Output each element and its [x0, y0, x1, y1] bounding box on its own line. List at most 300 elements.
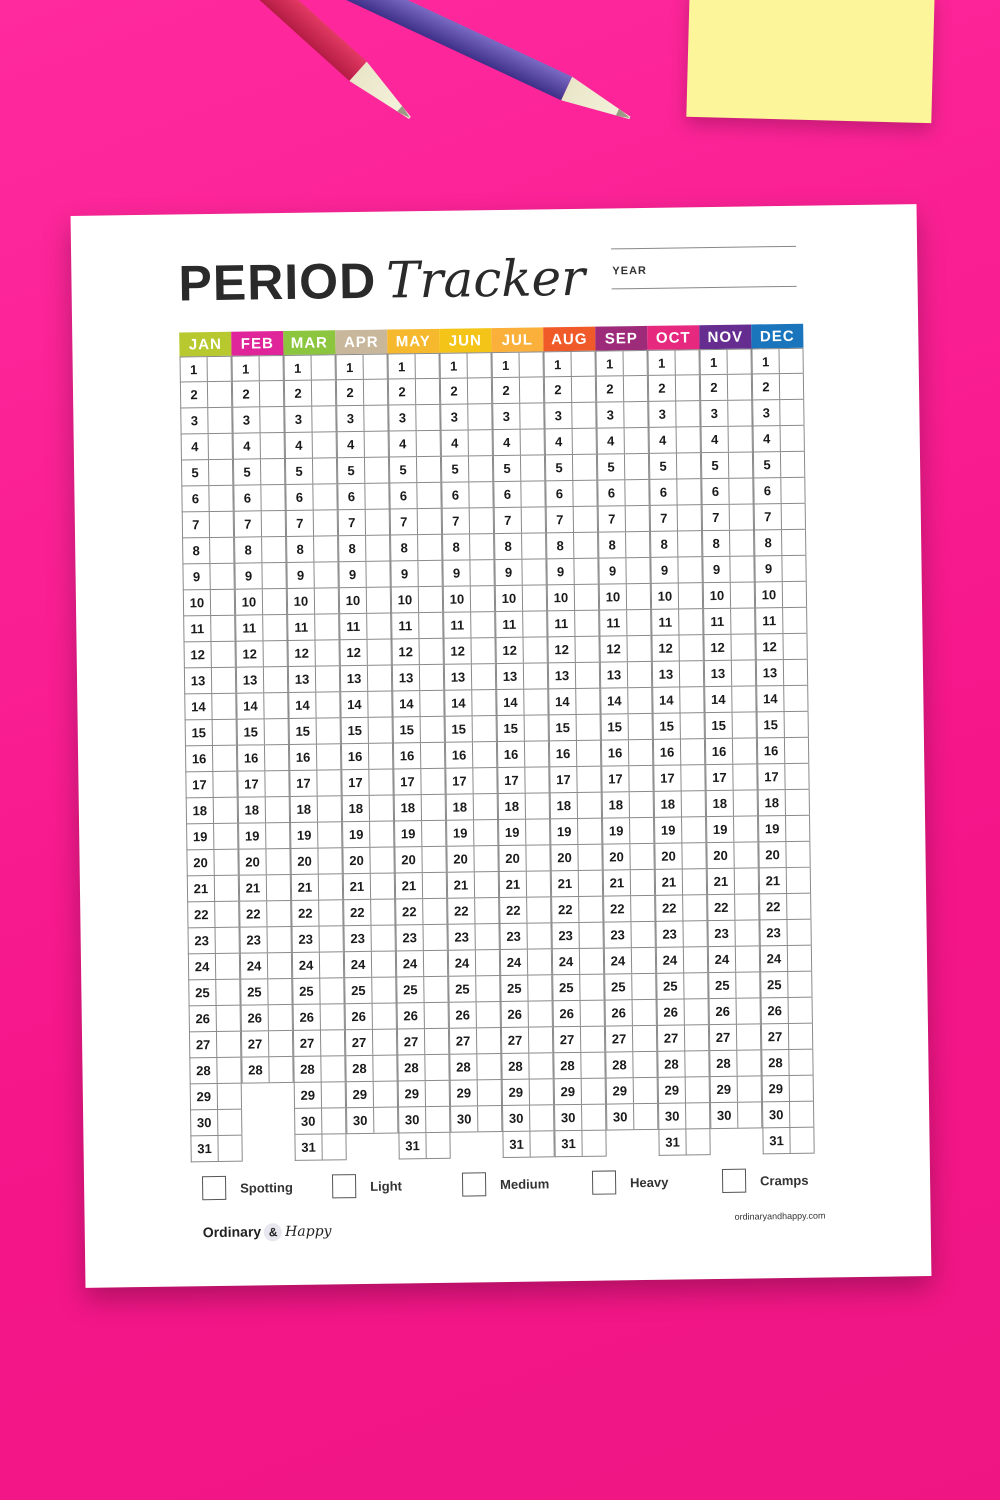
- day-mark-box[interactable]: [417, 483, 441, 508]
- day-mark-box[interactable]: [529, 1001, 553, 1026]
- day-mark-box[interactable]: [425, 1003, 449, 1028]
- day-mark-box[interactable]: [268, 979, 292, 1004]
- day-mark-box[interactable]: [727, 349, 751, 373]
- day-mark-box[interactable]: [684, 947, 708, 972]
- day-mark-box[interactable]: [371, 899, 395, 924]
- day-mark-box[interactable]: [209, 460, 233, 485]
- day-mark-box[interactable]: [523, 637, 547, 662]
- day-mark-box[interactable]: [207, 357, 231, 381]
- day-mark-box[interactable]: [734, 842, 758, 867]
- day-mark-box[interactable]: [623, 351, 647, 375]
- day-mark-box[interactable]: [262, 511, 286, 536]
- day-mark-box[interactable]: [369, 770, 393, 795]
- day-mark-box[interactable]: [421, 717, 445, 742]
- day-mark-box[interactable]: [265, 771, 289, 796]
- day-mark-box[interactable]: [629, 740, 653, 765]
- day-mark-box[interactable]: [269, 1031, 293, 1056]
- day-mark-box[interactable]: [630, 844, 654, 869]
- day-mark-box[interactable]: [574, 533, 598, 558]
- day-mark-box[interactable]: [209, 486, 233, 511]
- day-mark-box[interactable]: [265, 745, 289, 770]
- day-mark-box[interactable]: [317, 770, 341, 795]
- day-mark-box[interactable]: [632, 1000, 656, 1025]
- day-mark-box[interactable]: [312, 380, 336, 405]
- day-mark-box[interactable]: [521, 455, 545, 480]
- day-mark-box[interactable]: [728, 374, 752, 399]
- day-mark-box[interactable]: [676, 375, 700, 400]
- day-mark-box[interactable]: [424, 977, 448, 1002]
- day-mark-box[interactable]: [469, 456, 493, 481]
- day-mark-box[interactable]: [477, 1054, 501, 1079]
- year-field-line[interactable]: [612, 286, 797, 290]
- legend-checkbox[interactable]: [722, 1169, 746, 1193]
- day-mark-box[interactable]: [260, 381, 284, 406]
- day-mark-box[interactable]: [625, 454, 649, 479]
- day-mark-box[interactable]: [790, 1128, 814, 1153]
- day-mark-box[interactable]: [522, 507, 546, 532]
- day-mark-box[interactable]: [311, 355, 335, 379]
- day-mark-box[interactable]: [630, 792, 654, 817]
- day-mark-box[interactable]: [634, 1104, 658, 1129]
- day-mark-box[interactable]: [320, 978, 344, 1003]
- day-mark-box[interactable]: [214, 850, 238, 875]
- day-mark-box[interactable]: [472, 664, 496, 689]
- day-mark-box[interactable]: [631, 896, 655, 921]
- day-mark-box[interactable]: [626, 506, 650, 531]
- day-mark-box[interactable]: [788, 946, 812, 971]
- day-mark-box[interactable]: [372, 977, 396, 1002]
- day-mark-box[interactable]: [527, 871, 551, 896]
- day-mark-box[interactable]: [418, 509, 442, 534]
- day-mark-box[interactable]: [527, 923, 551, 948]
- day-mark-box[interactable]: [476, 976, 500, 1001]
- day-mark-box[interactable]: [677, 479, 701, 504]
- day-mark-box[interactable]: [582, 1131, 606, 1156]
- day-mark-box[interactable]: [779, 349, 803, 373]
- day-mark-box[interactable]: [211, 642, 235, 667]
- day-mark-box[interactable]: [468, 378, 492, 403]
- day-mark-box[interactable]: [425, 1055, 449, 1080]
- day-mark-box[interactable]: [782, 530, 806, 555]
- day-mark-box[interactable]: [366, 562, 390, 587]
- day-mark-box[interactable]: [578, 845, 602, 870]
- day-mark-box[interactable]: [371, 873, 395, 898]
- day-mark-box[interactable]: [577, 767, 601, 792]
- day-mark-box[interactable]: [268, 953, 292, 978]
- day-mark-box[interactable]: [314, 562, 338, 587]
- day-mark-box[interactable]: [528, 949, 552, 974]
- day-mark-box[interactable]: [790, 1076, 814, 1101]
- day-mark-box[interactable]: [263, 589, 287, 614]
- day-mark-box[interactable]: [529, 1053, 553, 1078]
- day-mark-box[interactable]: [422, 795, 446, 820]
- day-mark-box[interactable]: [523, 585, 547, 610]
- day-mark-box[interactable]: [780, 400, 804, 425]
- day-mark-box[interactable]: [214, 824, 238, 849]
- day-mark-box[interactable]: [266, 849, 290, 874]
- day-mark-box[interactable]: [426, 1133, 450, 1158]
- day-mark-box[interactable]: [313, 458, 337, 483]
- day-mark-box[interactable]: [580, 975, 604, 1000]
- day-mark-box[interactable]: [262, 537, 286, 562]
- day-mark-box[interactable]: [576, 663, 600, 688]
- day-mark-box[interactable]: [783, 634, 807, 659]
- day-mark-box[interactable]: [573, 481, 597, 506]
- day-mark-box[interactable]: [320, 952, 344, 977]
- day-mark-box[interactable]: [526, 819, 550, 844]
- day-mark-box[interactable]: [530, 1105, 554, 1130]
- day-mark-box[interactable]: [735, 894, 759, 919]
- day-mark-box[interactable]: [473, 742, 497, 767]
- day-mark-box[interactable]: [470, 534, 494, 559]
- day-mark-box[interactable]: [781, 452, 805, 477]
- day-mark-box[interactable]: [422, 821, 446, 846]
- day-mark-box[interactable]: [528, 975, 552, 1000]
- day-mark-box[interactable]: [524, 663, 548, 688]
- day-mark-box[interactable]: [738, 1102, 762, 1127]
- day-mark-box[interactable]: [477, 1002, 501, 1027]
- day-mark-box[interactable]: [574, 507, 598, 532]
- day-mark-box[interactable]: [215, 876, 239, 901]
- day-mark-box[interactable]: [215, 928, 239, 953]
- day-mark-box[interactable]: [426, 1081, 450, 1106]
- day-mark-box[interactable]: [420, 665, 444, 690]
- day-mark-box[interactable]: [366, 536, 390, 561]
- day-mark-box[interactable]: [577, 715, 601, 740]
- day-mark-box[interactable]: [789, 1050, 813, 1075]
- day-mark-box[interactable]: [372, 951, 396, 976]
- day-mark-box[interactable]: [319, 874, 343, 899]
- day-mark-box[interactable]: [263, 615, 287, 640]
- day-mark-box[interactable]: [729, 426, 753, 451]
- day-mark-box[interactable]: [682, 791, 706, 816]
- day-mark-box[interactable]: [627, 610, 651, 635]
- day-mark-box[interactable]: [784, 686, 808, 711]
- day-mark-box[interactable]: [628, 662, 652, 687]
- day-mark-box[interactable]: [264, 693, 288, 718]
- day-mark-box[interactable]: [208, 408, 232, 433]
- day-mark-box[interactable]: [678, 557, 702, 582]
- day-mark-box[interactable]: [582, 1105, 606, 1130]
- day-mark-box[interactable]: [786, 790, 810, 815]
- day-mark-box[interactable]: [683, 895, 707, 920]
- day-mark-box[interactable]: [520, 377, 544, 402]
- day-mark-box[interactable]: [731, 582, 755, 607]
- day-mark-box[interactable]: [575, 585, 599, 610]
- day-mark-box[interactable]: [630, 818, 654, 843]
- day-mark-box[interactable]: [684, 973, 708, 998]
- day-mark-box[interactable]: [475, 924, 499, 949]
- day-mark-box[interactable]: [683, 921, 707, 946]
- day-mark-box[interactable]: [728, 400, 752, 425]
- day-mark-box[interactable]: [469, 430, 493, 455]
- day-mark-box[interactable]: [521, 481, 545, 506]
- day-mark-box[interactable]: [322, 1134, 346, 1159]
- day-mark-box[interactable]: [318, 822, 342, 847]
- day-mark-box[interactable]: [322, 1108, 346, 1133]
- day-mark-box[interactable]: [526, 845, 550, 870]
- day-mark-box[interactable]: [627, 636, 651, 661]
- day-mark-box[interactable]: [633, 1052, 657, 1077]
- day-mark-box[interactable]: [267, 901, 291, 926]
- day-mark-box[interactable]: [625, 428, 649, 453]
- day-mark-box[interactable]: [781, 478, 805, 503]
- day-mark-box[interactable]: [523, 611, 547, 636]
- day-mark-box[interactable]: [475, 872, 499, 897]
- day-mark-box[interactable]: [788, 972, 812, 997]
- day-mark-box[interactable]: [678, 505, 702, 530]
- day-mark-box[interactable]: [423, 899, 447, 924]
- day-mark-box[interactable]: [577, 741, 601, 766]
- day-mark-box[interactable]: [785, 764, 809, 789]
- day-mark-box[interactable]: [471, 612, 495, 637]
- day-mark-box[interactable]: [209, 434, 233, 459]
- day-mark-box[interactable]: [735, 868, 759, 893]
- day-mark-box[interactable]: [626, 558, 650, 583]
- day-mark-box[interactable]: [477, 1028, 501, 1053]
- day-mark-box[interactable]: [426, 1107, 450, 1132]
- day-mark-box[interactable]: [373, 1055, 397, 1080]
- day-mark-box[interactable]: [371, 925, 395, 950]
- day-mark-box[interactable]: [368, 692, 392, 717]
- day-mark-box[interactable]: [732, 660, 756, 685]
- day-mark-box[interactable]: [316, 666, 340, 691]
- day-mark-box[interactable]: [370, 796, 394, 821]
- day-mark-box[interactable]: [367, 614, 391, 639]
- day-mark-box[interactable]: [266, 823, 290, 848]
- day-mark-box[interactable]: [421, 769, 445, 794]
- day-mark-box[interactable]: [369, 718, 393, 743]
- day-mark-box[interactable]: [468, 404, 492, 429]
- day-mark-box[interactable]: [472, 690, 496, 715]
- day-mark-box[interactable]: [215, 902, 239, 927]
- day-mark-box[interactable]: [783, 582, 807, 607]
- day-mark-box[interactable]: [263, 641, 287, 666]
- day-mark-box[interactable]: [312, 406, 336, 431]
- day-mark-box[interactable]: [471, 586, 495, 611]
- day-mark-box[interactable]: [631, 922, 655, 947]
- day-mark-box[interactable]: [211, 616, 235, 641]
- day-mark-box[interactable]: [313, 432, 337, 457]
- day-mark-box[interactable]: [478, 1106, 502, 1131]
- day-mark-box[interactable]: [634, 1078, 658, 1103]
- day-mark-box[interactable]: [218, 1110, 242, 1135]
- day-mark-box[interactable]: [212, 694, 236, 719]
- legend-checkbox[interactable]: [332, 1174, 356, 1198]
- day-mark-box[interactable]: [626, 532, 650, 557]
- day-mark-box[interactable]: [261, 433, 285, 458]
- day-mark-box[interactable]: [784, 712, 808, 737]
- day-mark-box[interactable]: [364, 380, 388, 405]
- day-mark-box[interactable]: [576, 689, 600, 714]
- day-mark-box[interactable]: [421, 743, 445, 768]
- day-mark-box[interactable]: [218, 1084, 242, 1109]
- day-mark-box[interactable]: [267, 875, 291, 900]
- day-mark-box[interactable]: [575, 611, 599, 636]
- day-mark-box[interactable]: [632, 974, 656, 999]
- day-mark-box[interactable]: [780, 374, 804, 399]
- day-mark-box[interactable]: [573, 455, 597, 480]
- day-mark-box[interactable]: [525, 715, 549, 740]
- day-mark-box[interactable]: [733, 764, 757, 789]
- day-mark-box[interactable]: [520, 403, 544, 428]
- day-mark-box[interactable]: [529, 1027, 553, 1052]
- day-mark-box[interactable]: [218, 1136, 242, 1161]
- day-mark-box[interactable]: [213, 720, 237, 745]
- day-mark-box[interactable]: [784, 660, 808, 685]
- day-mark-box[interactable]: [625, 480, 649, 505]
- day-mark-box[interactable]: [737, 1024, 761, 1049]
- day-mark-box[interactable]: [580, 949, 604, 974]
- day-mark-box[interactable]: [731, 608, 755, 633]
- day-mark-box[interactable]: [364, 406, 388, 431]
- day-mark-box[interactable]: [266, 797, 290, 822]
- day-mark-box[interactable]: [259, 356, 283, 380]
- day-mark-box[interactable]: [530, 1131, 554, 1156]
- day-mark-box[interactable]: [780, 426, 804, 451]
- day-mark-box[interactable]: [474, 820, 498, 845]
- day-mark-box[interactable]: [627, 584, 651, 609]
- day-mark-box[interactable]: [682, 843, 706, 868]
- day-mark-box[interactable]: [783, 608, 807, 633]
- day-mark-box[interactable]: [629, 766, 653, 791]
- day-mark-box[interactable]: [367, 640, 391, 665]
- day-mark-box[interactable]: [474, 846, 498, 871]
- day-mark-box[interactable]: [573, 429, 597, 454]
- day-mark-box[interactable]: [269, 1057, 293, 1082]
- day-mark-box[interactable]: [685, 1051, 709, 1076]
- day-mark-box[interactable]: [422, 847, 446, 872]
- day-mark-box[interactable]: [420, 691, 444, 716]
- day-mark-box[interactable]: [735, 920, 759, 945]
- day-mark-box[interactable]: [265, 719, 289, 744]
- day-mark-box[interactable]: [210, 512, 234, 537]
- day-mark-box[interactable]: [628, 688, 652, 713]
- day-mark-box[interactable]: [786, 816, 810, 841]
- day-mark-box[interactable]: [211, 590, 235, 615]
- day-mark-box[interactable]: [579, 897, 603, 922]
- day-mark-box[interactable]: [731, 634, 755, 659]
- day-mark-box[interactable]: [419, 639, 443, 664]
- day-mark-box[interactable]: [732, 686, 756, 711]
- day-mark-box[interactable]: [373, 1029, 397, 1054]
- day-mark-box[interactable]: [213, 772, 237, 797]
- day-mark-box[interactable]: [524, 689, 548, 714]
- day-mark-box[interactable]: [363, 355, 387, 379]
- day-mark-box[interactable]: [318, 848, 342, 873]
- day-mark-box[interactable]: [571, 352, 595, 376]
- day-mark-box[interactable]: [365, 484, 389, 509]
- day-mark-box[interactable]: [369, 744, 393, 769]
- day-mark-box[interactable]: [213, 746, 237, 771]
- day-mark-box[interactable]: [315, 614, 339, 639]
- legend-checkbox[interactable]: [592, 1170, 616, 1194]
- day-mark-box[interactable]: [419, 587, 443, 612]
- day-mark-box[interactable]: [729, 452, 753, 477]
- day-mark-box[interactable]: [212, 668, 236, 693]
- day-mark-box[interactable]: [316, 692, 340, 717]
- day-mark-box[interactable]: [525, 741, 549, 766]
- day-mark-box[interactable]: [217, 1058, 241, 1083]
- day-mark-box[interactable]: [417, 457, 441, 482]
- day-mark-box[interactable]: [581, 1001, 605, 1026]
- day-mark-box[interactable]: [425, 1029, 449, 1054]
- day-mark-box[interactable]: [216, 980, 240, 1005]
- day-mark-box[interactable]: [470, 560, 494, 585]
- day-mark-box[interactable]: [321, 1056, 345, 1081]
- day-mark-box[interactable]: [782, 504, 806, 529]
- day-mark-box[interactable]: [733, 738, 757, 763]
- day-mark-box[interactable]: [470, 508, 494, 533]
- day-mark-box[interactable]: [730, 530, 754, 555]
- day-mark-box[interactable]: [416, 405, 440, 430]
- day-mark-box[interactable]: [264, 667, 288, 692]
- day-mark-box[interactable]: [473, 716, 497, 741]
- day-mark-box[interactable]: [370, 822, 394, 847]
- day-mark-box[interactable]: [217, 1032, 241, 1057]
- day-mark-box[interactable]: [416, 379, 440, 404]
- day-mark-box[interactable]: [471, 638, 495, 663]
- day-mark-box[interactable]: [370, 847, 394, 872]
- day-mark-box[interactable]: [315, 588, 339, 613]
- day-mark-box[interactable]: [631, 870, 655, 895]
- day-mark-box[interactable]: [366, 510, 390, 535]
- day-mark-box[interactable]: [210, 564, 234, 589]
- day-mark-box[interactable]: [214, 798, 238, 823]
- day-mark-box[interactable]: [738, 1076, 762, 1101]
- day-mark-box[interactable]: [419, 613, 443, 638]
- day-mark-box[interactable]: [681, 739, 705, 764]
- day-mark-box[interactable]: [519, 352, 543, 376]
- day-mark-box[interactable]: [217, 1006, 241, 1031]
- day-mark-box[interactable]: [736, 946, 760, 971]
- day-mark-box[interactable]: [319, 926, 343, 951]
- day-mark-box[interactable]: [415, 354, 439, 378]
- day-mark-box[interactable]: [374, 1107, 398, 1132]
- day-mark-box[interactable]: [581, 1027, 605, 1052]
- day-mark-box[interactable]: [572, 377, 596, 402]
- day-mark-box[interactable]: [210, 538, 234, 563]
- day-mark-box[interactable]: [677, 427, 701, 452]
- day-mark-box[interactable]: [574, 559, 598, 584]
- day-mark-box[interactable]: [679, 583, 703, 608]
- day-mark-box[interactable]: [788, 998, 812, 1023]
- day-mark-box[interactable]: [734, 816, 758, 841]
- day-mark-box[interactable]: [680, 661, 704, 686]
- day-mark-box[interactable]: [476, 950, 500, 975]
- day-mark-box[interactable]: [582, 1079, 606, 1104]
- day-mark-box[interactable]: [681, 713, 705, 738]
- day-mark-box[interactable]: [578, 793, 602, 818]
- day-mark-box[interactable]: [469, 482, 493, 507]
- day-mark-box[interactable]: [522, 559, 546, 584]
- day-mark-box[interactable]: [530, 1079, 554, 1104]
- day-mark-box[interactable]: [423, 925, 447, 950]
- day-mark-box[interactable]: [262, 563, 286, 588]
- legend-checkbox[interactable]: [462, 1172, 486, 1196]
- day-mark-box[interactable]: [632, 948, 656, 973]
- day-mark-box[interactable]: [679, 609, 703, 634]
- day-mark-box[interactable]: [686, 1103, 710, 1128]
- day-mark-box[interactable]: [423, 873, 447, 898]
- day-mark-box[interactable]: [675, 350, 699, 374]
- day-mark-box[interactable]: [318, 796, 342, 821]
- day-mark-box[interactable]: [678, 531, 702, 556]
- day-mark-box[interactable]: [526, 793, 550, 818]
- day-mark-box[interactable]: [734, 790, 758, 815]
- day-mark-box[interactable]: [729, 478, 753, 503]
- day-mark-box[interactable]: [578, 819, 602, 844]
